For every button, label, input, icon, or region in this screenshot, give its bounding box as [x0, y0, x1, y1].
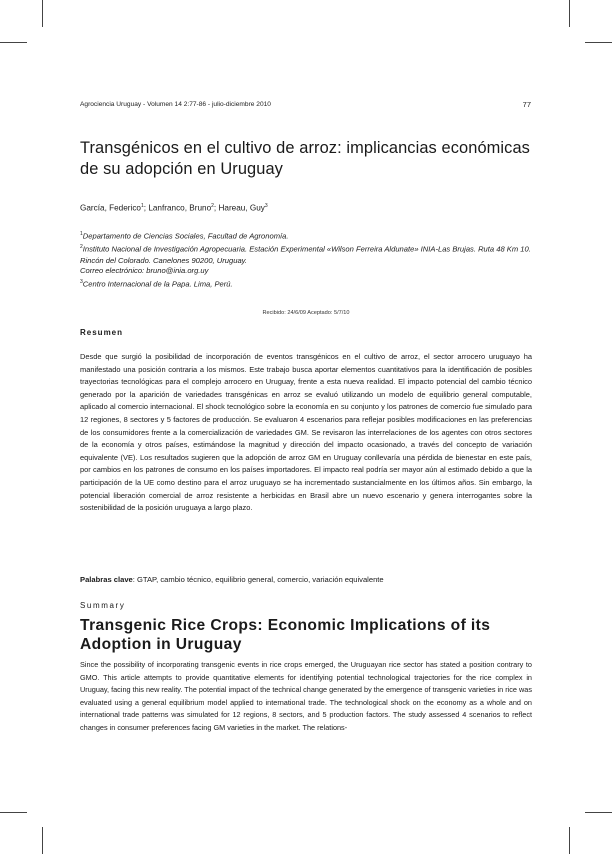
author-name: García, Federico [80, 203, 141, 213]
keywords-label: Palabras clave [80, 575, 133, 584]
summary-body: Since the possibility of incorporating transgenic events in rice crops emerged, the Uruguayan rice sector has stated a position contrary to GMO. This article attempts to provide quantitative elements for identifying potential technological trajectories for the rice complex in Uruguay, facing this new reality. The potential impact of the technical change generated by the emergence of transgenic varieties in rice was evaluated using a general equilibrium model applied to international trade. The technological shock on the economy as a whole and on international trade patterns was simulated for 12 regions, 8 sectors, and 5 production factors. The study assessed 4 scenarios to reflect changes in consumer preferences facing GM varieties in the market. The relations- [80, 660, 532, 732]
summary-heading: Summary [80, 601, 126, 610]
author-list [80, 203, 268, 213]
author-superscript: 2 [211, 203, 214, 209]
affiliation-1: $^1$Departamento de Ciencias Sociales, Facultad de Agronomía. [80, 231, 289, 241]
english-title: Transgenic Rice Crops: Economic Implications of its Adoption in Uruguay [80, 617, 491, 653]
crop-mark-tr-v [569, 0, 570, 27]
author-name: ; Lanfranco, Bruno [143, 203, 212, 213]
affiliation-3: $^3$Centro Internacional de la Papa. Lima, Perú. [80, 279, 233, 289]
page-number: 77 [522, 100, 531, 109]
contact-email: Correo electrónico: bruno@inia.org.uy [80, 266, 209, 276]
affiliations [80, 229, 532, 291]
crop-mark-br-v [569, 827, 570, 854]
crop-mark-br-h [585, 812, 612, 813]
crop-mark-tr-h [585, 42, 612, 43]
author-superscript: 3 [264, 203, 268, 209]
author-name: ; Hareau, Guy [213, 203, 265, 213]
resumen-heading: Resumen [80, 328, 124, 337]
keywords [80, 575, 384, 584]
crop-mark-tl-h [0, 42, 27, 43]
received-accepted-dates: Recibido: 24/6/09 Aceptado: 5/7/10 [262, 310, 350, 316]
resumen-body: Desde que surgió la posibilidad de incorporación de eventos transgénicos en el cultivo de arroz, el sector arrocero uruguayo ha manifestado una posición contraria a los mismos. Este trabajo busca aportar elementos cuantitativos para la identificación de posibles trayectorias tecnológicas para el complejo arrocero en Uruguay, frente a esta nueva realidad. El impacto potencial del cambio técnico generado por la aparición de variedades transgénicas en arroz se evaluó utilizando un modelo de equilibrio general computable, aplicado al comercio internacional. El shock tecnológico sobre la economía en su conjunto y los patrones de comercio fue simulado para 12 regiones, 8 sectores y 5 factores de producción. Se evaluaron 4 escenarios para reflejar posibles modificaciones en las preferencias de los consumidores frente a la comercialización de variedades GM. Se revisaron las interrelaciones de los agentes con otros sectores de la economía y otros países, estimándose la magnitud y dirección del impacto ocasionado, a través del concepto de variación equivalente (VE). Los resultados sugieren que la adopción de arroz GM en Uruguay conllevaría una pérdida de bienestar en este país, por cambios en los patrones de consumo en los países importadores. El impacto real podría ser mayor aún al estimado debido a que la participación de la UE como destino para el arroz uruguayo se ha incrementado sustancialmente en los últimos años. Sin embargo, la potencial liberación comercial de arroz resistente a herbicidas en Brasil abre un nuevo escenario y genera interrogantes sobre la sostenibilidad de la posición uruguaya a largo plazo. [80, 352, 532, 513]
crop-mark-bl-v [42, 827, 43, 854]
running-head [80, 101, 531, 108]
crop-mark-tl-v [42, 0, 43, 27]
crop-mark-bl-h [0, 812, 27, 813]
author-superscript: 1 [140, 203, 144, 209]
affiliation-2: $^2$Instituto Nacional de Investigación Agropecuaria. Estación Experimental «Wilson Ferreira Aldunate» INIA-Las Brujas. Ruta 48 Km 10. Rincón del Colorado. Canelones 90200, Uruguay. [80, 244, 531, 265]
keywords-text: : GTAP, cambio técnico, equilibrio general, comercio, variación equivalente [132, 575, 384, 584]
article-title: Transgénicos en el cultivo de arroz: implicancias económicas de su adopción en Uruguay [80, 139, 530, 178]
journal-citation: Agrociencia Uruguay - Volumen 14 2:77-86 - julio-diciembre 2010 [80, 101, 271, 108]
